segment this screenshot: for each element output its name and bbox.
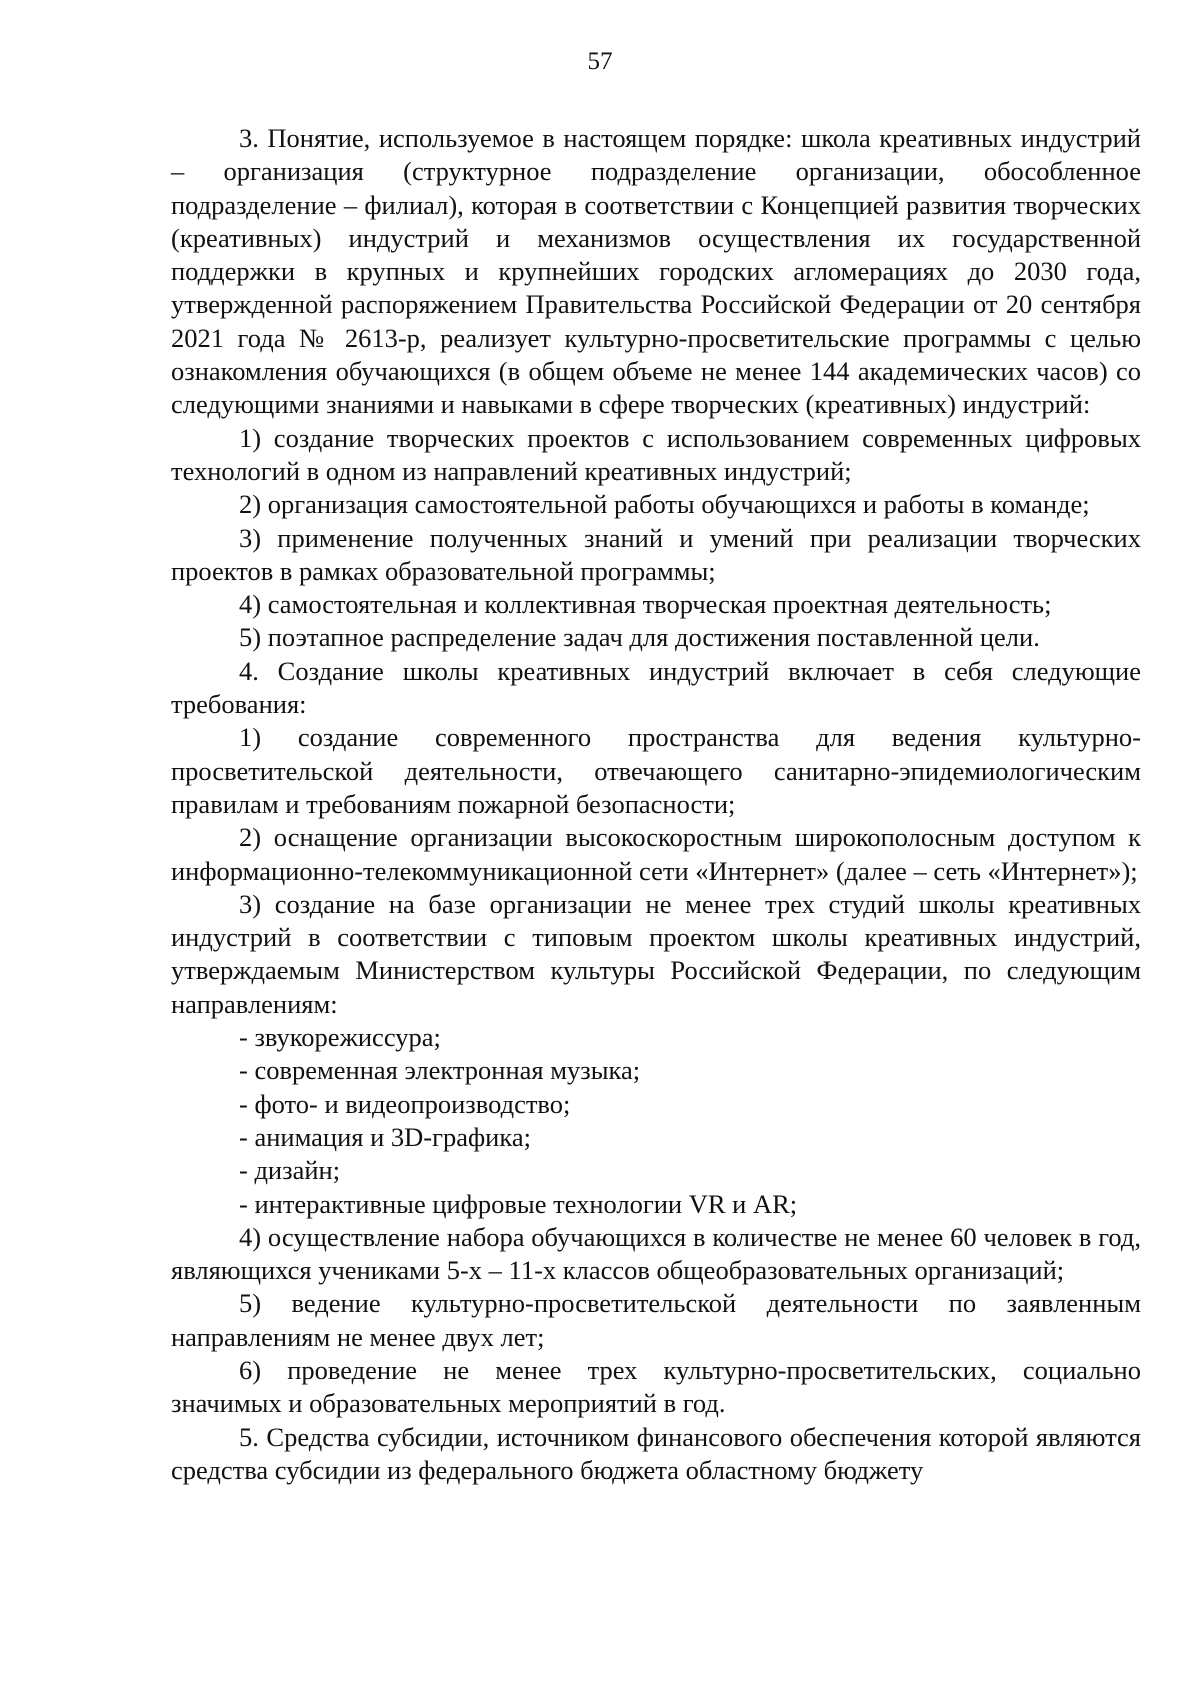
list-item-vr-ar: - интерактивные цифровые технологии VR и AR;: [239, 1188, 798, 1219]
list-item-sound-engineering: - звукорежиссура;: [239, 1022, 441, 1053]
paragraph-requirement-5: 5) ведение культурно-просветительской деятельности по заявленным направлениям не менее двух лет;: [171, 1288, 1141, 1352]
paragraph-requirement-6: 6) проведение не менее трех культурно-просветительских, социально значимых и образовательных мероприятий в год.: [171, 1354, 1141, 1419]
list-item-design: - дизайн;: [239, 1155, 341, 1186]
paragraph-4-requirements: 4. Создание школы креативных индустрий включает в себя следующие требования:: [171, 655, 1141, 720]
paragraph-3-definition: 3. Понятие, используемое в настоящем порядке: школа креативных индустрий – организация (структурное подразделение организации, обособленное подразделение – филиал), которая в соответствии с Концепцией развития творческих (креативных) индустрий и механизмов осуществления их государственной поддержки в крупных и крупнейших городских агломерациях до 2030 года, утвержденной распоряжением Правительства Российской Федерации от 20 сентября 2021 года № 2613-р, реализует культурно-просветительские программы с целью ознакомления обучающихся (в общем объеме не менее 144 академических часов) со следующими знаниями и навыками в сфере творческих (креативных) индустрий:: [171, 123, 1141, 420]
list-item-electronic-music: - современная электронная музыка;: [239, 1055, 641, 1086]
document-body: [171, 122, 1141, 1487]
paragraph-requirement-1: 1) создание современного пространства для ведения культурно-просветительской деятельности, отвечающего санитарно-эпидемиологическим правилам и требованиям пожарной безопасности;: [171, 722, 1141, 819]
paragraph-requirement-3: 3) создание на базе организации не менее трех студий школы креативных индустрий в соответствии с типовым проектом школы креативных индустрий, утверждаемым Министерством культуры Российской Федерации, по следующим направлениям:: [171, 888, 1141, 1019]
paragraph-skill-2: 2) организация самостоятельной работы обучающихся и работы в команде;: [239, 489, 1090, 520]
page-number: 57: [587, 48, 613, 75]
list-item-animation-3d: - анимация и 3D-графика;: [239, 1121, 531, 1152]
paragraph-skill-1: 1) создание творческих проектов с использованием современных цифровых технологий в одном из направлений креативных индустрий;: [171, 422, 1141, 486]
paragraph-skill-5: 5) поэтапное распределение задач для достижения поставленной цели.: [239, 622, 1040, 653]
paragraph-requirement-2: 2) оснащение организации высокоскоростным широкополосным доступом к информационно-телекоммуникационной сети «Интернет» (далее – сеть «Интернет»);: [171, 822, 1141, 886]
paragraph-requirement-4: 4) осуществление набора обучающихся в количестве не менее 60 человек в год, являющихся учениками 5-х – 11-х классов общеобразовательных организаций;: [171, 1221, 1141, 1286]
paragraph-skill-4: 4) самостоятельная и коллективная творческая проектная деятельность;: [239, 589, 1052, 620]
paragraph-5-subsidy: 5. Средства субсидии, источником финансового обеспечения которой являются средства субсидии из федерального бюджета областному бюджету: [171, 1421, 1141, 1485]
list-item-photo-video: - фото- и видеопроизводство;: [239, 1088, 571, 1119]
paragraph-skill-3: 3) применение полученных знаний и умений при реализации творческих проектов в рамках образовательной программы;: [171, 522, 1141, 586]
